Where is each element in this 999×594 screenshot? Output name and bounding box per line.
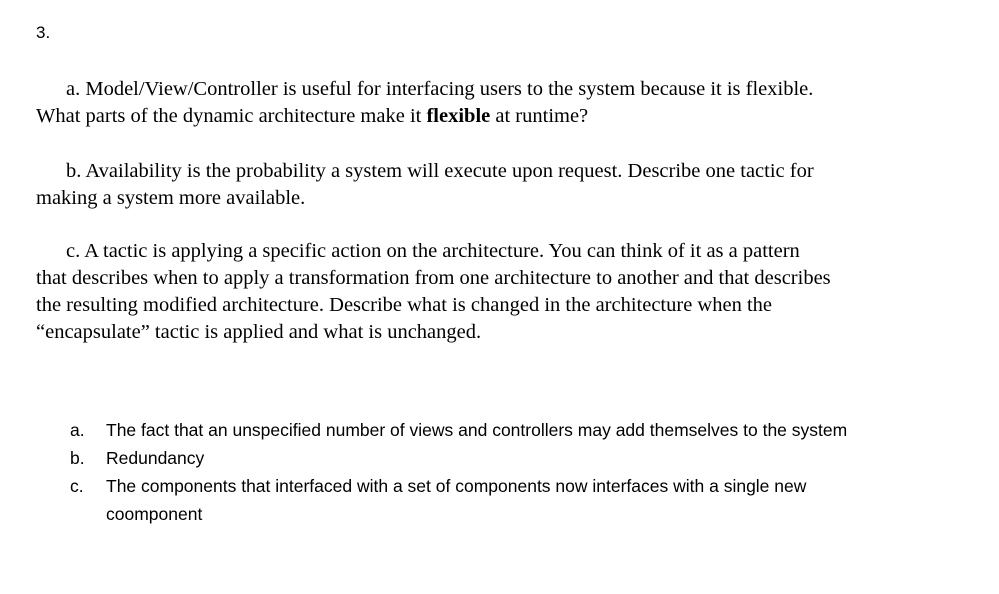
question-part-c-line4: “encapsulate” tactic is applied and what is unchanged. [36,321,482,343]
question-part-b-rest: making a system more available. [36,187,306,209]
answer-letter-c: c. [70,476,84,496]
answer-item-a [70,416,970,444]
question-part-a [36,76,966,130]
question-part-a-end: at runtime? [490,105,589,127]
question-part-b [36,158,966,212]
answer-letter-b: b. [70,448,85,468]
answer-text-b: Redundancy [106,448,205,468]
answer-text-a: The fact that an unspecified number of views and controllers may add themselves to the system [106,420,848,440]
question-part-b-lead: b. Availability is the probability a system will execute upon request. Describe one tactic for [66,160,814,182]
answer-text-c: The components that interfaced with a set of components now interfaces with a single new coomponent [106,476,807,524]
answer-item-c [70,472,970,528]
answer-item-b [70,444,970,472]
answer-list [70,416,970,528]
question-part-c [36,238,966,346]
question-part-a-bold: flexible [426,105,491,127]
question-part-c-line3: the resulting modified architecture. Describe what is changed in the architecture when the [36,294,772,316]
question-part-a-lead: a. Model/View/Controller is useful for interfacing users to the system because it is flexible. [66,78,814,100]
question-number: 3. [36,23,51,42]
question-part-c-line2: that describes when to apply a transformation from one architecture to another and that describes [36,267,831,289]
question-part-c-lead: c. A tactic is applying a specific action on the architecture. You can think of it as a pattern [66,240,800,262]
answer-letter-a: a. [70,420,85,440]
question-part-a-text: What parts of the dynamic architecture make it [36,105,427,127]
